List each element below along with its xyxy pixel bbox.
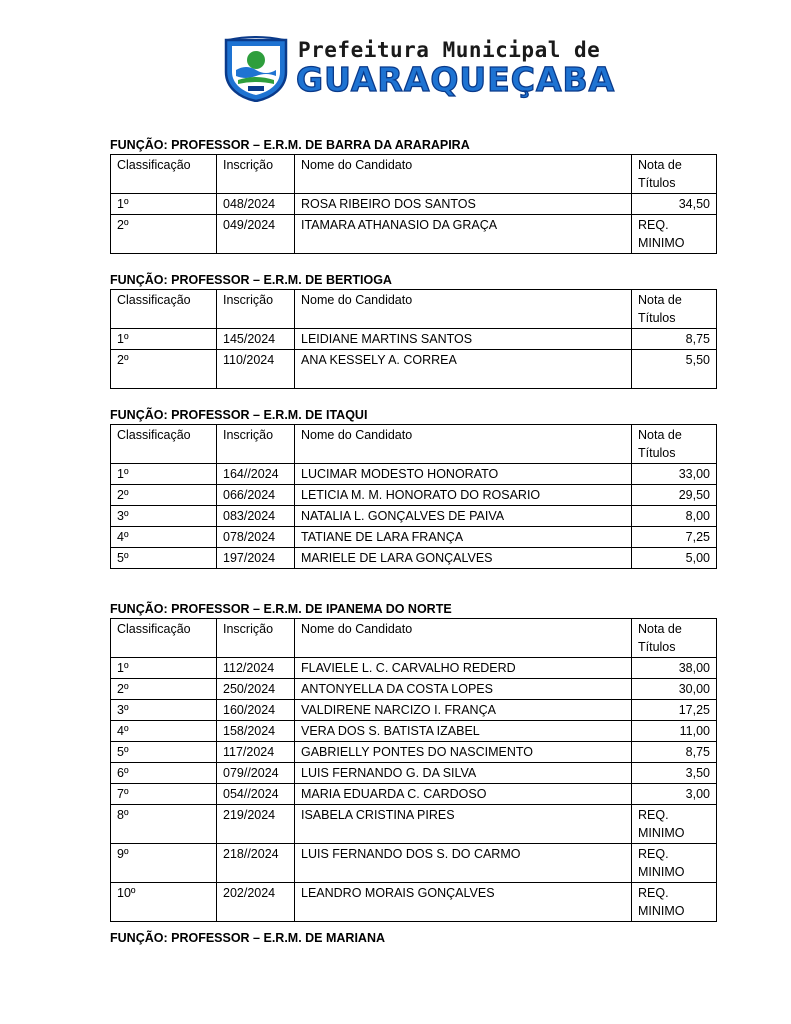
header-registration: Inscrição [217,155,295,194]
table-row [111,506,717,527]
table-row [111,763,717,784]
score-cell: 8,75 [632,329,717,350]
rank-cell: 9º [111,844,217,883]
registration-cell: 054//2024 [217,784,295,805]
registration-cell: 110/2024 [217,350,295,389]
header-classification: Classificação [111,425,217,464]
header-title-score: Nota de Títulos [632,425,717,464]
registration-cell: 160/2024 [217,700,295,721]
candidate-name-cell: LUIS FERNANDO G. DA SILVA [295,763,632,784]
rank-cell: 1º [111,658,217,679]
registration-cell: 158/2024 [217,721,295,742]
candidate-name-cell: LUIS FERNANDO DOS S. DO CARMO [295,844,632,883]
rank-cell: 2º [111,350,217,389]
table-row [111,700,717,721]
section-title: FUNÇÃO: PROFESSOR – E.R.M. DE BERTIOGA [110,273,392,287]
section-title: FUNÇÃO: PROFESSOR – E.R.M. DE BARRA DA ARARAPIRA [110,138,470,152]
score-cell: 3,50 [632,763,717,784]
table-row [111,883,717,922]
candidate-name-cell: LUCIMAR MODESTO HONORATO [295,464,632,485]
header-classification: Classificação [111,290,217,329]
candidate-name-cell: ITAMARA ATHANASIO DA GRAÇA [295,215,632,254]
candidate-name-cell: MARIELE DE LARA GONÇALVES [295,548,632,569]
ranking-table [110,289,717,389]
table-row [111,548,717,569]
score-cell: REQ. MINIMO [632,805,717,844]
candidate-name-cell: VALDIRENE NARCIZO I. FRANÇA [295,700,632,721]
score-cell: 8,75 [632,742,717,763]
header-candidate-name: Nome do Candidato [295,155,632,194]
rank-cell: 7º [111,784,217,805]
rank-cell: 3º [111,700,217,721]
section-title-mariana: FUNÇÃO: PROFESSOR – E.R.M. DE MARIANA [110,931,386,945]
header-title-score: Nota de Títulos [632,290,717,329]
header-registration: Inscrição [217,290,295,329]
registration-cell: 219/2024 [217,805,295,844]
rank-cell: 2º [111,679,217,700]
rank-cell: 1º [111,464,217,485]
registration-cell: 202/2024 [217,883,295,922]
header-candidate-name: Nome do Candidato [295,425,632,464]
table-row [111,658,717,679]
score-cell: 30,00 [632,679,717,700]
registration-cell: 164//2024 [217,464,295,485]
section-title: FUNÇÃO: PROFESSOR – E.R.M. DE ITAQUI [110,408,368,422]
table-row [111,679,717,700]
registration-cell: 079//2024 [217,763,295,784]
rank-cell: 2º [111,215,217,254]
header-registration: Inscrição [217,425,295,464]
header-classification: Classificação [111,619,217,658]
candidate-name-cell: FLAVIELE L. C. CARVALHO REDERD [295,658,632,679]
candidate-name-cell: LETICIA M. M. HONORATO DO ROSARIO [295,485,632,506]
registration-cell: 066/2024 [217,485,295,506]
header-classification: Classificação [111,155,217,194]
brand-main-text: GUARAQUEÇABA [296,60,616,99]
rank-cell: 10º [111,883,217,922]
candidate-name-cell: NATALIA L. GONÇALVES DE PAIVA [295,506,632,527]
table-header-row [111,290,717,329]
brand-top-text: Prefeitura Municipal de [298,38,601,62]
score-cell: 3,00 [632,784,717,805]
registration-cell: 112/2024 [217,658,295,679]
registration-cell: 197/2024 [217,548,295,569]
ranking-section [110,601,716,922]
score-cell: 33,00 [632,464,717,485]
score-cell: 5,00 [632,548,717,569]
table-row [111,527,717,548]
score-cell: REQ. MINIMO [632,215,717,254]
candidate-name-cell: VERA DOS S. BATISTA IZABEL [295,721,632,742]
candidate-name-cell: ANTONYELLA DA COSTA LOPES [295,679,632,700]
score-cell: REQ. MINIMO [632,844,717,883]
table-row [111,464,717,485]
score-cell: 7,25 [632,527,717,548]
registration-cell: 145/2024 [217,329,295,350]
score-cell: REQ. MINIMO [632,883,717,922]
score-cell: 5,50 [632,350,717,389]
rank-cell: 6º [111,763,217,784]
table-row [111,329,717,350]
registration-cell: 048/2024 [217,194,295,215]
registration-cell: 250/2024 [217,679,295,700]
municipal-crest-icon [222,36,290,102]
rank-cell: 8º [111,805,217,844]
table-row [111,350,717,389]
municipal-header [222,36,616,104]
score-cell: 29,50 [632,485,717,506]
candidate-name-cell: LEANDRO MORAIS GONÇALVES [295,883,632,922]
table-row [111,742,717,763]
candidate-name-cell: MARIA EDUARDA C. CARDOSO [295,784,632,805]
candidate-name-cell: ISABELA CRISTINA PIRES [295,805,632,844]
rank-cell: 5º [111,742,217,763]
table-row [111,485,717,506]
candidate-name-cell: ROSA RIBEIRO DOS SANTOS [295,194,632,215]
rank-cell: 1º [111,329,217,350]
header-title-score: Nota de Títulos [632,619,717,658]
rank-cell: 1º [111,194,217,215]
rank-cell: 4º [111,527,217,548]
table-row [111,784,717,805]
ranking-table [110,154,717,254]
ranking-section [110,137,716,254]
candidate-name-cell: LEIDIANE MARTINS SANTOS [295,329,632,350]
table-row [111,194,717,215]
rank-cell: 2º [111,485,217,506]
registration-cell: 218//2024 [217,844,295,883]
score-cell: 34,50 [632,194,717,215]
table-row [111,721,717,742]
rank-cell: 5º [111,548,217,569]
rank-cell: 4º [111,721,217,742]
ranking-section [110,407,716,569]
table-header-row [111,155,717,194]
table-row [111,844,717,883]
table-row [111,215,717,254]
candidate-name-cell: ANA KESSELY A. CORREA [295,350,632,389]
header-title-score: Nota de Títulos [632,155,717,194]
table-row [111,805,717,844]
section-title: FUNÇÃO: PROFESSOR – E.R.M. DE IPANEMA DO NORTE [110,602,452,616]
score-cell: 11,00 [632,721,717,742]
score-cell: 17,25 [632,700,717,721]
header-candidate-name: Nome do Candidato [295,290,632,329]
table-header-row [111,619,717,658]
registration-cell: 078/2024 [217,527,295,548]
header-registration: Inscrição [217,619,295,658]
header-candidate-name: Nome do Candidato [295,619,632,658]
rank-cell: 3º [111,506,217,527]
score-cell: 38,00 [632,658,717,679]
ranking-section [110,272,716,389]
registration-cell: 083/2024 [217,506,295,527]
ranking-table [110,424,717,569]
score-cell: 8,00 [632,506,717,527]
table-header-row [111,425,717,464]
registration-cell: 117/2024 [217,742,295,763]
candidate-name-cell: GABRIELLY PONTES DO NASCIMENTO [295,742,632,763]
registration-cell: 049/2024 [217,215,295,254]
ranking-table [110,618,717,922]
candidate-name-cell: TATIANE DE LARA FRANÇA [295,527,632,548]
